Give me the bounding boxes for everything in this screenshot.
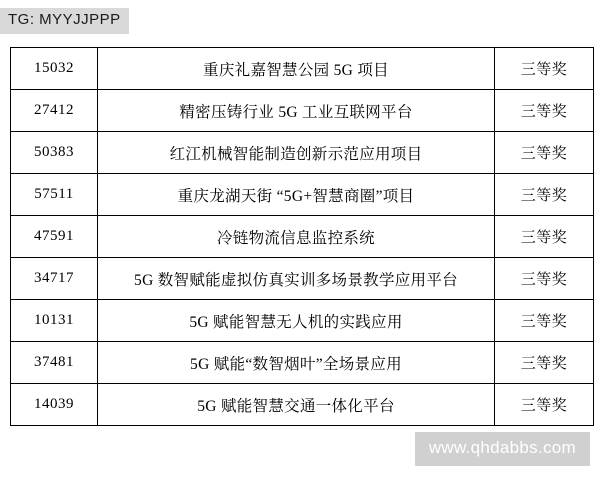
table-row	[11, 216, 594, 258]
row-award: 三等奖	[495, 300, 594, 342]
row-code: 10131	[11, 300, 98, 342]
row-code: 37481	[11, 342, 98, 384]
table-row	[11, 342, 594, 384]
row-project-name: 红江机械智能制造创新示范应用项目	[98, 132, 495, 174]
row-code: 14039	[11, 384, 98, 426]
table-row	[11, 132, 594, 174]
row-project-name: 5G 赋能智慧无人机的实践应用	[98, 300, 495, 342]
row-code: 47591	[11, 216, 98, 258]
row-award: 三等奖	[495, 174, 594, 216]
row-project-name: 重庆礼嘉智慧公园 5G 项目	[98, 48, 495, 90]
row-award: 三等奖	[495, 48, 594, 90]
row-code: 50383	[11, 132, 98, 174]
row-project-name: 冷链物流信息监控系统	[98, 216, 495, 258]
row-code: 27412	[11, 90, 98, 132]
table-row	[11, 48, 594, 90]
table-row	[11, 258, 594, 300]
site-watermark: www.qhdabbs.com	[415, 432, 590, 466]
row-award: 三等奖	[495, 342, 594, 384]
row-project-name: 重庆龙湖天街 “5G+智慧商圈”项目	[98, 174, 495, 216]
table-row	[11, 90, 594, 132]
table-row	[11, 300, 594, 342]
table-row	[11, 384, 594, 426]
table-row	[11, 174, 594, 216]
row-code: 57511	[11, 174, 98, 216]
row-project-name: 5G 赋能智慧交通一体化平台	[98, 384, 495, 426]
row-award: 三等奖	[495, 90, 594, 132]
award-list-table	[10, 47, 594, 426]
tg-watermark-badge: TG: MYYJJPPP	[0, 8, 129, 34]
row-project-name: 5G 数智赋能虚拟仿真实训多场景教学应用平台	[98, 258, 495, 300]
row-code: 15032	[11, 48, 98, 90]
row-award: 三等奖	[495, 258, 594, 300]
row-code: 34717	[11, 258, 98, 300]
row-project-name: 5G 赋能“数智烟叶”全场景应用	[98, 342, 495, 384]
row-project-name: 精密压铸行业 5G 工业互联网平台	[98, 90, 495, 132]
row-award: 三等奖	[495, 216, 594, 258]
award-table-body	[11, 48, 594, 426]
row-award: 三等奖	[495, 132, 594, 174]
row-award: 三等奖	[495, 384, 594, 426]
